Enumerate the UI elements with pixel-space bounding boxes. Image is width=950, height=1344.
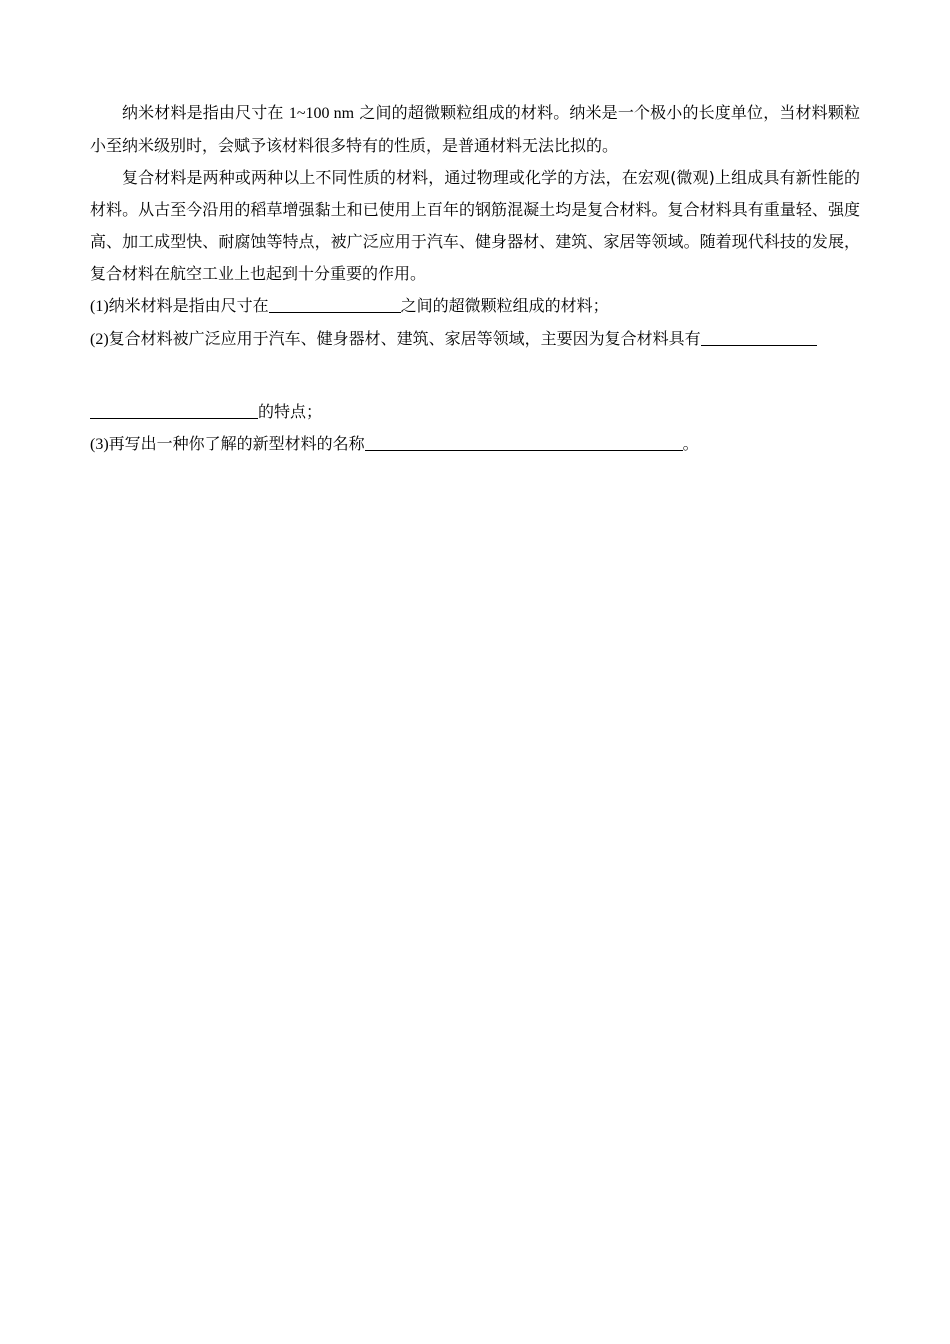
question-1-answer-blank[interactable] (269, 294, 401, 313)
question-1-text-after: 之间的超微颗粒组成的材料； (400, 296, 609, 315)
question-2-answer-blank-part2[interactable] (90, 400, 258, 419)
question-2-continuation (90, 396, 860, 428)
paragraph-nanomaterials (90, 97, 860, 162)
question-2-text-before: 复合材料被广泛应用于汽车、健身器材、建筑、家居等领域，主要因为复合材料具有 (108, 329, 701, 348)
paragraph-nanomaterials-text-before: 纳米材料是指由尺寸在 (122, 103, 289, 122)
paragraph-composites: 复合材料是两种或两种以上不同性质的材料，通过物理或化学的方法，在宏观(微观)上组成具有新性能的材料。从古至今沿用的稻草增强黏土和已使用上百年的钢筋混凝土均是复合材料。复合材料具有重量轻、强度高、加工成型快、耐腐蚀等特点，被广泛应用于汽车、健身器材、建筑、家居等领域。随着现代科技的发展，复合材料在航空工业上也起到十分重要的作用。 (90, 168, 860, 283)
answer-spacing (90, 356, 860, 396)
document-body (90, 97, 860, 461)
question-2-answer-blank-part1[interactable] (701, 327, 817, 346)
question-2-text-after: 的特点； (258, 402, 323, 421)
question-1-number: (1) (90, 298, 109, 315)
question-3-number: (3) (90, 436, 109, 453)
question-2-number: (2) (90, 331, 109, 348)
question-2 (90, 323, 860, 356)
paragraph-nanomaterials-text-after: 之间的超微颗粒组成的材料。纳米是一个极小的长度单位，当材料颗粒小至纳米级别时，会赋予该材料很多特有的性质，是普通材料无法比拟的。 (90, 103, 860, 155)
question-1 (90, 290, 860, 323)
question-3 (90, 428, 860, 461)
question-3-answer-blank[interactable] (365, 432, 683, 451)
question-1-text-before: 纳米材料是指由尺寸在 (108, 296, 269, 315)
size-range-value: 1~100 nm (288, 105, 355, 122)
question-3-text-before: 再写出一种你了解的新型材料的名称 (108, 434, 365, 453)
question-3-text-after: 。 (682, 434, 699, 453)
